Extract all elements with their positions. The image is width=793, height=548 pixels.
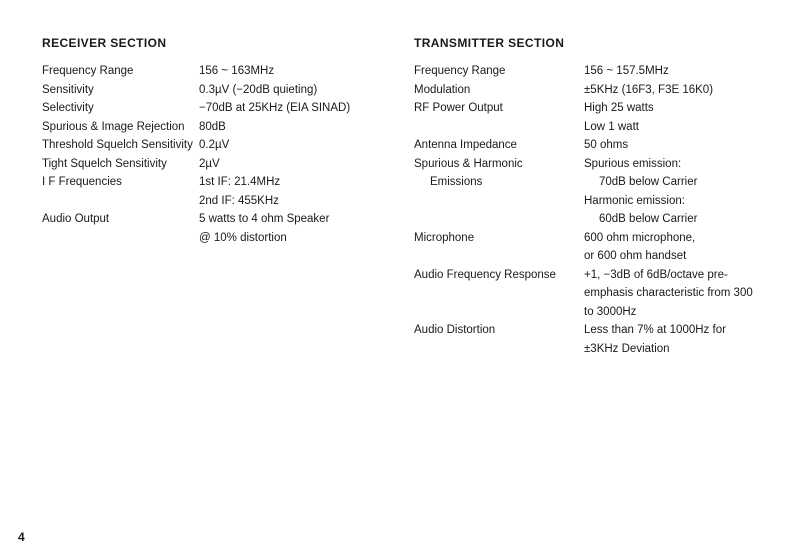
spec-label: Spurious & Image Rejection xyxy=(42,120,185,133)
spec-row xyxy=(414,173,774,192)
spec-value: Less than 7% at 1000Hz for xyxy=(584,324,726,336)
spec-label xyxy=(414,118,584,137)
spec-value: −70dB at 25KHz (EIA SINAD) xyxy=(199,102,351,114)
spec-label xyxy=(42,229,199,248)
spec-row xyxy=(414,229,774,248)
spec-value: Low 1 watt xyxy=(584,120,639,133)
spec-row xyxy=(42,173,402,192)
spec-row xyxy=(414,81,774,100)
spec-row xyxy=(42,136,402,155)
spec-value: 80dB xyxy=(199,120,226,133)
spec-label: Modulation xyxy=(414,83,471,96)
spec-row xyxy=(414,340,774,359)
spec-label xyxy=(414,192,584,211)
spec-row xyxy=(414,62,774,81)
spec-value: 156 ~ 163MHz xyxy=(199,65,275,77)
spec-label: Selectivity xyxy=(42,102,94,114)
spec-label: Microphone xyxy=(414,231,475,244)
spec-row xyxy=(42,99,402,118)
spec-label: I F Frequencies xyxy=(42,176,122,188)
spec-row xyxy=(414,266,774,285)
spec-value: Harmonic emission: xyxy=(584,194,685,207)
spec-row xyxy=(414,118,774,137)
spec-label: Threshold Squelch Sensitivity xyxy=(42,139,193,151)
spec-value: 2µV xyxy=(199,157,220,170)
spec-value: 600 ohm microphone, xyxy=(584,231,696,244)
spec-value: or 600 ohm handset xyxy=(584,250,687,262)
spec-row xyxy=(42,62,402,81)
page-number: 4 xyxy=(18,530,25,544)
spec-row xyxy=(414,321,774,340)
spec-value: 1st IF: 21.4MHz xyxy=(199,176,281,188)
spec-row xyxy=(414,284,774,303)
spec-label: RF Power Output xyxy=(414,102,503,114)
spec-row xyxy=(42,192,402,211)
spec-row xyxy=(414,136,774,155)
spec-value: High 25 watts xyxy=(584,102,654,114)
spec-row xyxy=(42,81,402,100)
spec-label: Tight Squelch Sensitivity xyxy=(42,157,167,170)
spec-label: Antenna Impedance xyxy=(414,139,517,151)
transmitter-spec-list xyxy=(414,62,774,358)
spec-value: 0.3µV (−20dB quieting) xyxy=(199,83,318,96)
spec-value: 156 ~ 157.5MHz xyxy=(584,65,669,77)
spec-label: Audio Distortion xyxy=(414,324,496,336)
spec-label xyxy=(42,192,199,211)
spec-row xyxy=(42,155,402,174)
spec-value: Spurious emission: xyxy=(584,157,682,170)
spec-value: 60dB below Carrier xyxy=(599,213,698,225)
spec-row xyxy=(414,303,774,322)
spec-row xyxy=(414,155,774,174)
spec-label xyxy=(414,210,584,229)
spec-value: emphasis characteristic from 300 xyxy=(584,287,753,299)
spec-value: 70dB below Carrier xyxy=(599,176,698,188)
receiver-section xyxy=(42,36,402,247)
transmitter-section xyxy=(414,36,774,358)
spec-label: Frequency Range xyxy=(42,65,134,77)
spec-label: Frequency Range xyxy=(414,65,506,77)
spec-row xyxy=(42,210,402,229)
spec-value: 5 watts to 4 ohm Speaker xyxy=(199,213,330,225)
spec-label: Emissions xyxy=(430,176,483,188)
spec-label xyxy=(414,340,584,359)
spec-row xyxy=(42,118,402,137)
spec-row xyxy=(414,99,774,118)
spec-label xyxy=(414,303,584,322)
receiver-spec-list xyxy=(42,62,402,247)
spec-label: Sensitivity xyxy=(42,83,94,96)
spec-row xyxy=(42,229,402,248)
spec-value: 2nd IF: 455KHz xyxy=(199,194,279,207)
receiver-section-title: RECEIVER SECTION xyxy=(42,36,167,50)
spec-label: Audio Frequency Response xyxy=(414,268,556,281)
spec-value: 0.2µV xyxy=(199,139,230,151)
spec-value: to 3000Hz xyxy=(584,305,637,318)
spec-row xyxy=(414,192,774,211)
spec-label xyxy=(414,284,584,303)
spec-value: ±5KHz (16F3, F3E 16K0) xyxy=(584,83,714,96)
spec-label: Audio Output xyxy=(42,213,110,225)
spec-value: 50 ohms xyxy=(584,139,629,151)
spec-label: Spurious & Harmonic xyxy=(414,157,523,170)
spec-value: +1, −3dB of 6dB/octave pre- xyxy=(584,268,728,281)
spec-value: @ 10% distortion xyxy=(199,231,287,244)
spec-row xyxy=(414,247,774,266)
spec-row xyxy=(414,210,774,229)
transmitter-section-title: TRANSMITTER SECTION xyxy=(414,36,565,50)
spec-value: ±3KHz Deviation xyxy=(584,342,670,355)
spec-label xyxy=(414,247,584,266)
